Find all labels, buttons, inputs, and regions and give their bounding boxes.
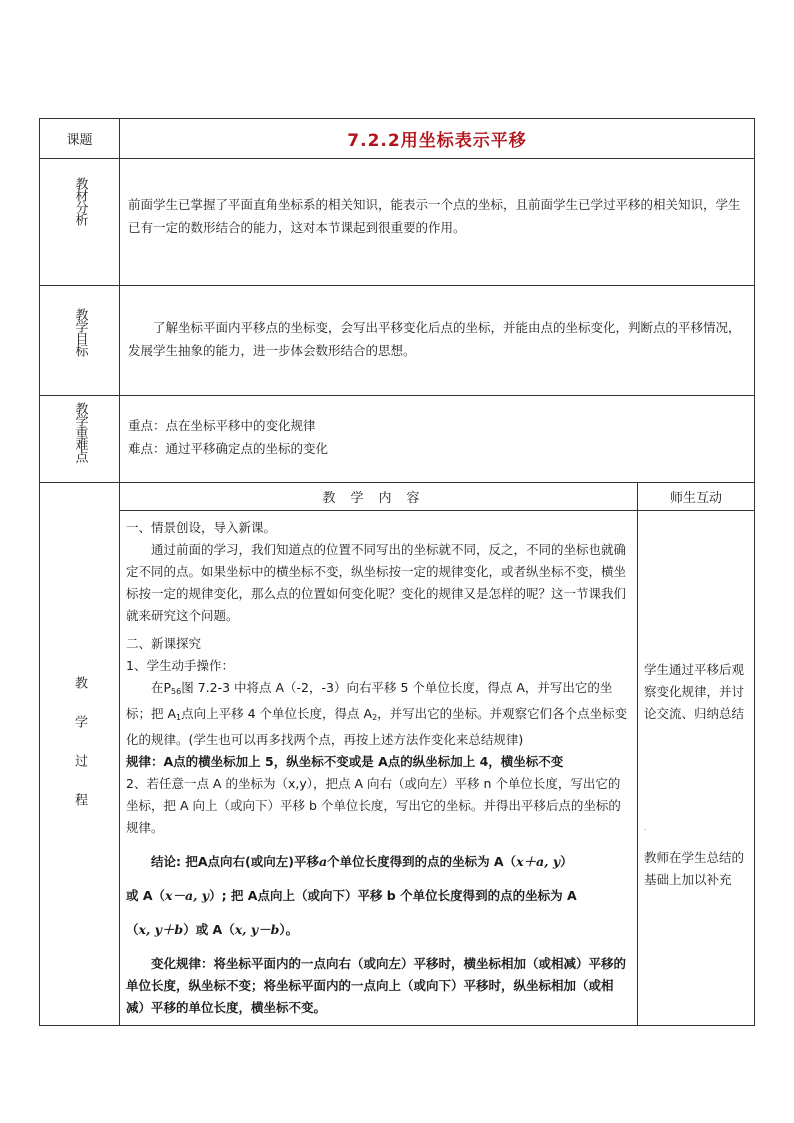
operation-text: 在$P_{56}$图 7.2-3 中将点 A（-2，-3）向右平移 5 个单位长度，得点 A，并写出它的坐标；把 $A_1$点向上平移 4 个单位长度，得点 $A_2$，并写出它的坐标。并观察它们各个点坐标变化的规律。(学生也可以再多找两个点，再按上述方法作变化来总结规律): [126, 680, 628, 747]
title-row: [40, 119, 755, 159]
interaction-mark: .: [644, 823, 647, 832]
goals-label: 教学目标: [72, 308, 88, 356]
interaction-note-2: 教师在学生总结的基础上加以补充: [644, 850, 745, 887]
section2-item1: 1、学生动手操作：: [126, 658, 234, 673]
goals-label-cell: [40, 286, 120, 396]
section2-heading: 二、新课探究: [126, 636, 202, 651]
analysis-label-cell: [40, 159, 120, 286]
content-column-header: 教学内容: [120, 483, 638, 511]
rule-2: 变化规律：将坐标平面内的一点向右（或向左）平移时，横坐标相加（或相减）平移的单位长度，纵坐标不变；将坐标平面内的一点向上（或向下）平移时，纵坐标相加（或相减）平移的单位长度，横坐标不变。: [126, 956, 627, 1015]
process-header-row: [40, 483, 755, 511]
interaction-note-1: 学生通过平移后观察变化规律，并讨论交流、归纳总结: [644, 662, 745, 721]
rule-1: 规律：A点的横坐标加上 5，纵坐标不变或是 A点的纵坐标加上 4，横坐标不变: [126, 754, 564, 769]
lesson-plan-table: [39, 118, 755, 1026]
topic-label: 课题: [40, 119, 120, 159]
goals-text: 了解坐标平面内平移点的坐标变，会写出平移变化后点的坐标，并能由点的坐标变化，判断点的平移情况，发展学生抽象的能力，进一步体会数形结合的思想。: [120, 286, 755, 396]
keypoints-label-cell: [40, 396, 120, 483]
keypoints-cell: [120, 396, 755, 483]
interaction-column-header: 师生互动: [638, 483, 755, 511]
goals-row: [40, 286, 755, 396]
process-label: 教学过程: [72, 676, 87, 832]
section1-heading: 一、情景创设，导入新课。: [126, 520, 277, 535]
analysis-label: 教材分析: [72, 177, 88, 225]
analysis-text: 前面学生已掌握了平面直角坐标系的相关知识，能表示一个点的坐标，且前面学生已学过平移的相关知识，学生已有一定的数形结合的能力，这对本节课起到很重要的作用。: [120, 159, 755, 286]
keypoints-label: 教学重难点: [72, 402, 88, 462]
keypoints-row: [40, 396, 755, 483]
difficult-point: 难点：通过平移确定点的坐标的变化: [128, 441, 329, 456]
analysis-row: [40, 159, 755, 286]
conclusion-line-1: 结论: 把A点向右(或向左)平移a个单位长度得到的点的坐标为 A（x＋a, y）: [151, 854, 573, 869]
conclusion-line-2: 或 A（x－a, y）; 把 A点向上（或向下）平移 b 个单位长度得到的点的坐标为 A: [126, 888, 577, 903]
key-point: 重点：点在坐标平移中的变化规律: [128, 418, 316, 433]
process-label-cell: [40, 483, 120, 1026]
lesson-title: 7.2.2用坐标表示平移: [120, 119, 755, 159]
process-body-row: [40, 511, 755, 1026]
section2-item2: 2、若任意一点 A 的坐标为（x,y），把点 A 向右（或向左）平移 n 个单位长度，写出它的坐标，把 A 向上（或向下）平移 b 个单位长度，写出它的坐标。并得出平移后点的坐标的规律。: [126, 776, 621, 835]
interaction-notes: [638, 511, 755, 1026]
conclusion-line-3: （x, y＋b）或 A（x, y－b）。: [126, 922, 299, 937]
process-content: [120, 511, 638, 1026]
section1-text: 通过前面的学习，我们知道点的位置不同写出的坐标就不同，反之，不同的坐标也就确定不同的点。如果坐标中的横坐标不变，纵坐标按一定的规律变化，或者纵坐标不变，横坐标按一定的规律变化，那么点的位置如何变化呢？变化的规律又是怎样的呢？这一节课我们就来研究这个问题。: [126, 542, 627, 623]
